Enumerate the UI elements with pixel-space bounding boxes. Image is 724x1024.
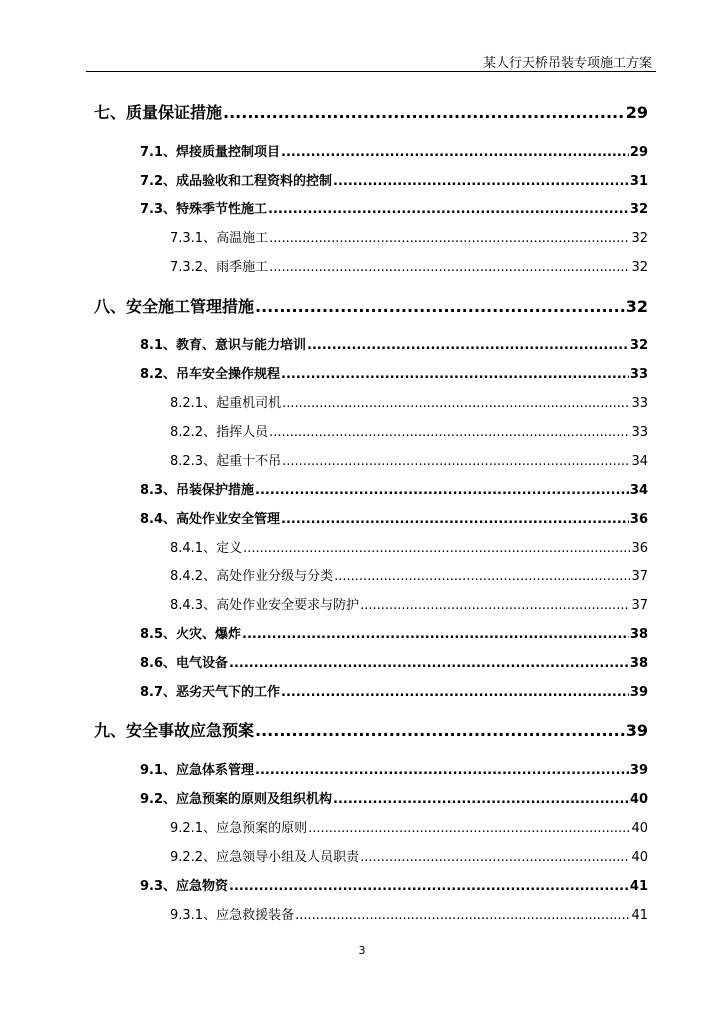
toc-entry-label: 7.3.2、雨季施工 <box>170 260 269 275</box>
toc-entry-page: 40 <box>631 821 648 836</box>
toc-entry[interactable] <box>170 594 648 613</box>
dot-leader <box>229 879 629 894</box>
toc-entry-label: 7.3、特殊季节性施工 <box>140 202 268 217</box>
toc-entry-label: 9.2、应急预案的原则及组织机构 <box>140 792 333 807</box>
toc-entry-label: 7.1、焊接质量控制项目 <box>140 145 281 160</box>
toc-entry[interactable] <box>170 904 648 923</box>
toc-entry[interactable] <box>140 198 648 217</box>
toc-entry-page: 29 <box>625 103 648 122</box>
toc-entry-label: 8.6、电气设备 <box>140 656 229 671</box>
toc-entry-label: 8.4、高处作业安全管理 <box>140 512 281 527</box>
dot-leader <box>334 569 630 584</box>
toc-entry-label: 九、安全事故应急预案 <box>94 721 255 740</box>
toc-entry-label: 8.4.3、高处作业安全要求与防护 <box>170 598 360 613</box>
toc-entry-page: 40 <box>631 850 648 865</box>
toc-entry-page: 32 <box>631 260 648 275</box>
dot-leader <box>243 541 630 556</box>
toc-entry-page: 38 <box>629 627 648 642</box>
dot-leader <box>281 512 629 527</box>
dot-leader <box>360 598 630 613</box>
toc-entry[interactable] <box>170 256 648 275</box>
toc-entry[interactable] <box>140 334 648 353</box>
dot-leader <box>269 260 630 275</box>
toc-entry[interactable] <box>140 508 648 527</box>
toc-entry[interactable] <box>170 392 648 411</box>
toc-entry-label: 8.2.3、起重十不吊 <box>170 454 282 469</box>
toc-entry-label: 8.4.2、高处作业分级与分类 <box>170 569 334 584</box>
toc-entry-page: 32 <box>631 231 648 246</box>
toc-entry-page: 33 <box>631 396 648 411</box>
toc-entry-label: 9.1、应急体系管理 <box>140 763 255 778</box>
toc-entry-page: 31 <box>629 174 648 189</box>
toc-entry-page: 39 <box>625 721 648 740</box>
toc-entry-page: 34 <box>629 483 648 498</box>
dot-leader <box>255 297 625 316</box>
dot-leader <box>308 821 630 836</box>
dot-leader <box>307 338 629 353</box>
dot-leader <box>333 792 629 807</box>
toc-entry-page: 32 <box>629 202 648 217</box>
toc-entry-page: 32 <box>625 297 648 316</box>
toc-entry-label: 7.3.1、高温施工 <box>170 231 269 246</box>
toc-entry-label: 8.1、教育、意识与能力培训 <box>140 338 307 353</box>
document-title: 某人行天桥吊装专项施工方案 <box>482 56 652 71</box>
toc-entry-page: 29 <box>629 145 648 160</box>
dot-leader <box>282 454 630 469</box>
toc-entry-page: 33 <box>631 425 648 440</box>
toc-entry[interactable] <box>140 170 648 189</box>
toc-entry[interactable] <box>94 100 648 123</box>
toc-entry-label: 8.2.1、起重机司机 <box>170 396 282 411</box>
toc-entry-label: 8.7、恶劣天气下的工作 <box>140 685 281 700</box>
dot-leader <box>255 483 629 498</box>
toc-entry-page: 37 <box>631 598 648 613</box>
toc-entry-label: 八、安全施工管理措施 <box>94 297 255 316</box>
toc-entry-page: 41 <box>629 879 648 894</box>
page-number: 3 <box>358 944 366 957</box>
toc-entry[interactable] <box>140 363 648 382</box>
toc-entry-label: 8.2、吊车安全操作规程 <box>140 367 281 382</box>
toc-entry-label: 8.4.1、定义 <box>170 541 243 556</box>
toc-entry-page: 38 <box>629 656 648 671</box>
toc-entry-label: 9.2.2、应急领导小组及人员职责 <box>170 850 360 865</box>
dot-leader <box>295 908 630 923</box>
toc-entry[interactable] <box>140 759 648 778</box>
dot-leader <box>269 425 630 440</box>
toc-entry-page: 36 <box>629 512 648 527</box>
dot-leader <box>281 145 629 160</box>
toc-entry[interactable] <box>170 537 648 556</box>
toc-entry-label: 9.2.1、应急预案的原则 <box>170 821 308 836</box>
toc-entry-label: 七、质量保证措施 <box>94 103 223 122</box>
dot-leader <box>268 202 629 217</box>
toc-entry-page: 37 <box>631 569 648 584</box>
dot-leader <box>282 396 630 411</box>
toc-entry-label: 7.2、成品验收和工程资料的控制 <box>140 174 333 189</box>
toc-entry[interactable] <box>140 141 648 160</box>
toc-entry-label: 8.5、火灾、爆炸 <box>140 627 242 642</box>
dot-leader <box>223 103 625 122</box>
toc-entry-page: 33 <box>629 367 648 382</box>
toc-entry-label: 8.3、吊装保护措施 <box>140 483 255 498</box>
toc-entry[interactable] <box>170 421 648 440</box>
toc-entry[interactable] <box>170 565 648 584</box>
toc-entry-page: 39 <box>629 685 648 700</box>
toc-entry[interactable] <box>140 479 648 498</box>
toc-entry[interactable] <box>170 817 648 836</box>
toc-entry-label: 9.3.1、应急救援装备 <box>170 908 295 923</box>
toc-entry-page: 36 <box>631 541 648 556</box>
toc-entry[interactable] <box>140 681 648 700</box>
toc-entry[interactable] <box>170 227 648 246</box>
toc-entry-page: 40 <box>629 792 648 807</box>
toc-entry-page: 34 <box>631 454 648 469</box>
dot-leader <box>333 174 629 189</box>
toc-entry[interactable] <box>170 450 648 469</box>
dot-leader <box>255 763 629 778</box>
dot-leader <box>242 627 629 642</box>
toc-entry[interactable] <box>140 875 648 894</box>
dot-leader <box>281 685 629 700</box>
toc-entry[interactable] <box>94 718 648 741</box>
toc-entry-page: 32 <box>629 338 648 353</box>
toc-entry[interactable] <box>140 623 648 642</box>
toc-entry[interactable] <box>140 788 648 807</box>
dot-leader <box>281 367 629 382</box>
toc-entry-label: 9.3、应急物资 <box>140 879 229 894</box>
toc-entry[interactable] <box>170 846 648 865</box>
dot-leader <box>269 231 630 246</box>
dot-leader <box>229 656 629 671</box>
toc-entry[interactable] <box>140 652 648 671</box>
toc-entry-page: 41 <box>631 908 648 923</box>
dot-leader <box>255 721 625 740</box>
dot-leader <box>360 850 630 865</box>
toc-entry[interactable] <box>94 294 648 317</box>
toc-entry-label: 8.2.2、指挥人员 <box>170 425 269 440</box>
toc-entry-page: 39 <box>629 763 648 778</box>
